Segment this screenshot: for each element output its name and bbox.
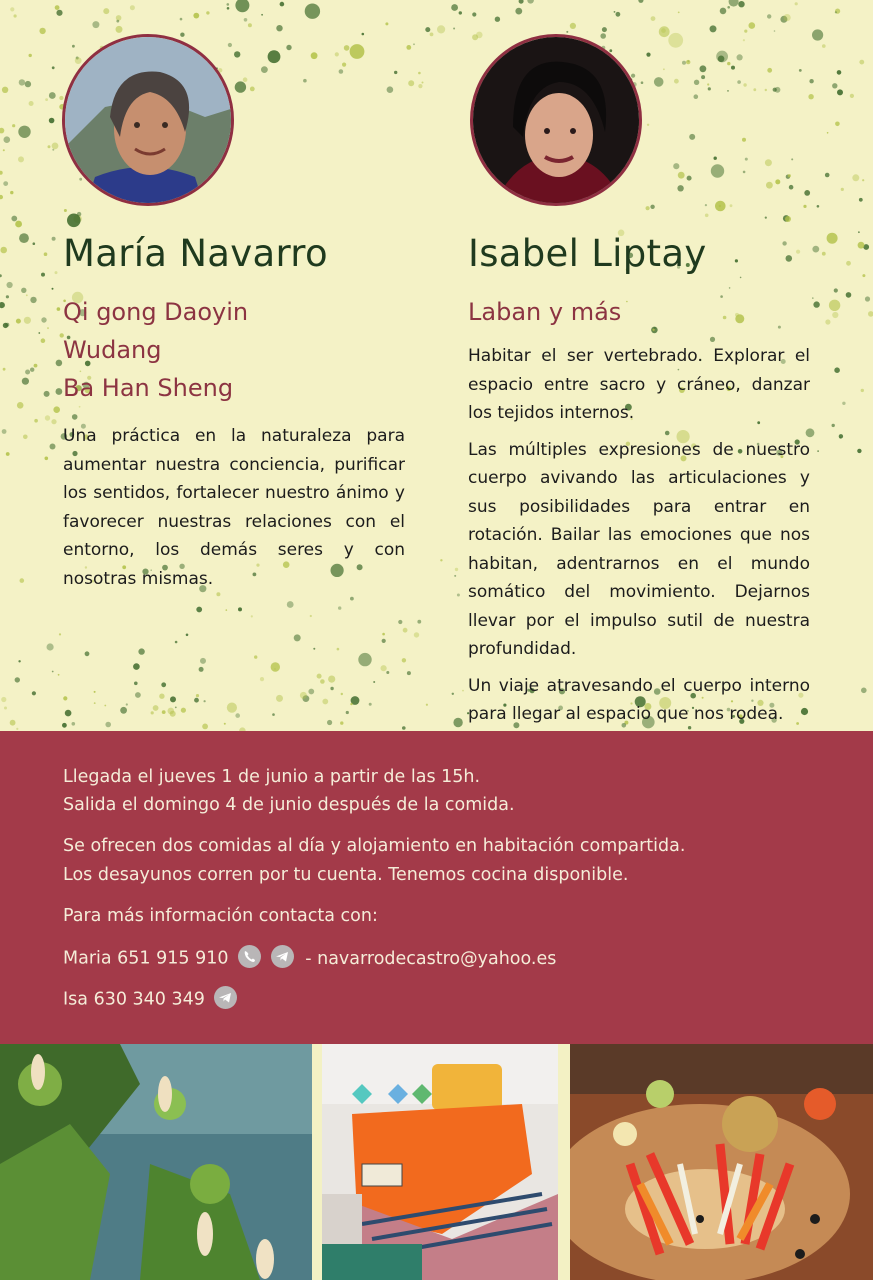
maria-contact-line: [63, 947, 556, 970]
departure-text: Salida el domingo 4 de junio después de la comida.: [63, 795, 515, 815]
info-band: [0, 731, 873, 1044]
avatar-maria: [62, 34, 234, 206]
maria-email[interactable]: - navarrodecastro@yahoo.es: [305, 948, 557, 969]
maria-disciplines: [63, 293, 248, 407]
isabel-description: [468, 342, 810, 731]
isa-phone[interactable]: Isa 630 340 349: [63, 989, 205, 1010]
photo-strip: [0, 1044, 873, 1280]
maria-description-text: Una práctica en la naturaleza para aumentar nuestra conciencia, purificar los sentidos, fortalecer nuestro ánimo y favorecer nuestras relaciones con el entorno, los demás seres y con nosotras mismas.: [63, 426, 405, 589]
isabel-paragraph-2: Las múltiples expresiones de nuestro cuerpo avivando las articulaciones y sus posibilidades para entrar en rotación. Bailar las emociones que nos habitan, adentrarnos en el mundo somático del movimiento. Dejarnos llevar por el impulso sutil de nuestra profundidad.: [468, 439, 810, 659]
maria-name: María Navarro: [63, 232, 328, 275]
maria-phone[interactable]: Maria 651 915 910: [63, 948, 229, 969]
telegram-icon[interactable]: [214, 986, 237, 1009]
telegram-icon[interactable]: [271, 945, 294, 968]
discipline-2: Wudang: [63, 336, 162, 364]
isabel-paragraph-1: Habitar el ser vertebrado. Explorar el espacio entre sacro y cráneo, danzar los tejidos internos.: [468, 346, 810, 423]
discipline-1: Qi gong Daoyin: [63, 298, 249, 326]
photo-food: [570, 1044, 873, 1280]
discipline-3: Ba Han Sheng: [63, 374, 234, 402]
contact-intro: Para más información contacta con:: [63, 906, 378, 926]
breakfast-text: Los desayunos corren por tu cuenta. Tenemos cocina disponible.: [63, 865, 629, 885]
isabel-disciplines: [468, 293, 621, 331]
isa-contact-line: [63, 988, 237, 1011]
photo-room: [322, 1044, 558, 1280]
avatar-isabel: [470, 34, 642, 206]
discipline-laban: Laban y más: [468, 298, 622, 326]
arrival-text: Llegada el jueves 1 de junio a partir de las 15h.: [63, 767, 481, 787]
isabel-name: Isabel Liptay: [468, 232, 707, 275]
photo-nature: [0, 1044, 312, 1280]
maria-description: [63, 422, 405, 601]
whatsapp-icon[interactable]: [238, 945, 261, 968]
isabel-paragraph-3: Un viaje atravesando el cuerpo interno para llegar al espacio que nos rodea.: [468, 675, 810, 724]
meals-text: Se ofrecen dos comidas al día y alojamiento en habitación compartida.: [63, 836, 686, 856]
